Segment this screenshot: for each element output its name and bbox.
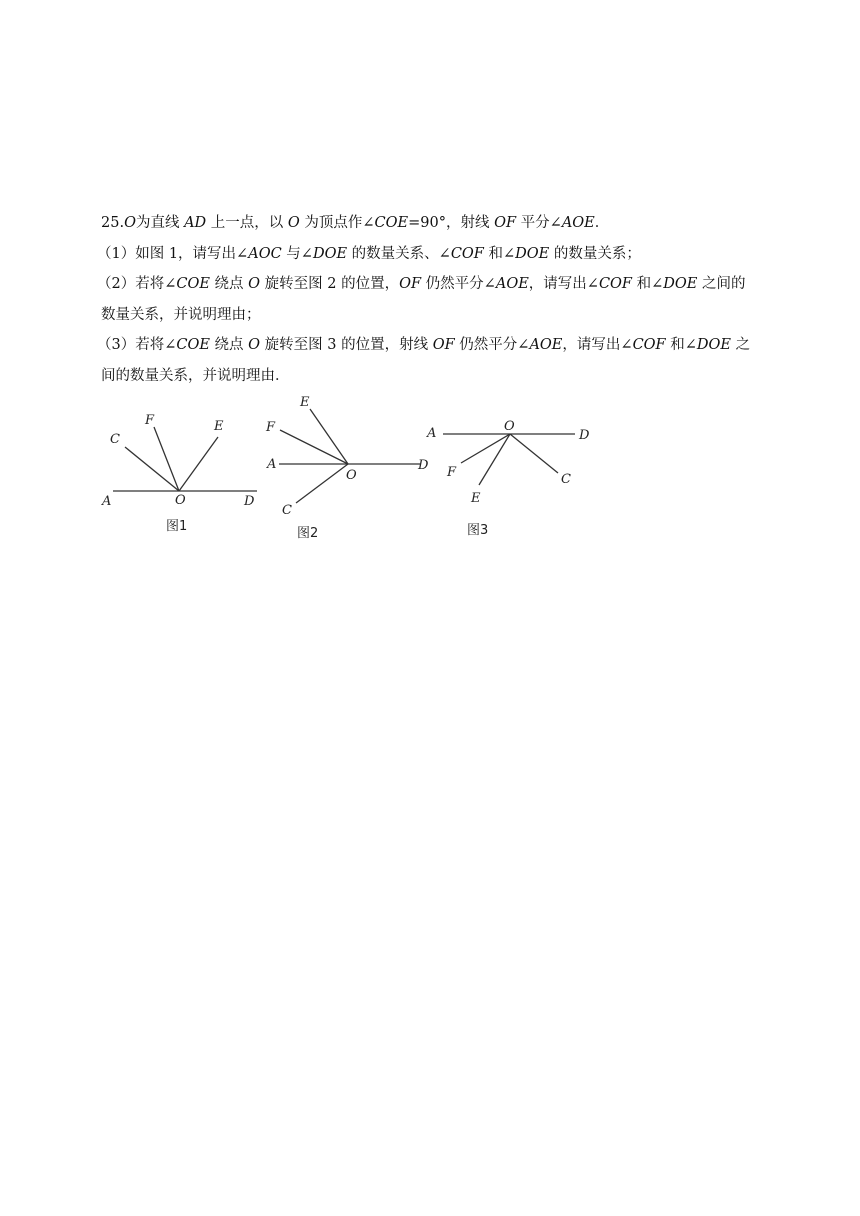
text-run: 绕点 [209,276,249,292]
figure-3-caption: 图3 [467,523,489,538]
text-run: 和∠ [632,276,664,292]
label-D: D [579,428,590,443]
math-symbol: AOE [529,337,563,353]
question-2-continued [101,300,763,331]
label-F: F [447,465,457,480]
ray-OF [280,430,348,464]
question-2 [97,269,763,300]
text-run: ，请写出∠ [562,337,633,353]
text-run: 之间的 [697,276,746,292]
figure-2 [260,390,430,550]
math-symbol: OF [399,276,422,292]
text-run: 之 [730,337,751,353]
label-A: A [102,494,112,509]
math-symbol: DOE [312,245,348,262]
math-symbol: COF [450,245,484,262]
text-run: 仍然平分∠ [454,337,530,353]
text-run: 平分∠ [516,215,562,231]
figure-3 [425,390,605,550]
text-run: 为顶点作∠ [299,215,375,231]
math-symbol: COE [374,215,409,231]
math-symbol: COF [598,276,632,292]
label-E: E [471,491,481,506]
label-C: C [110,432,120,447]
label-D: D [418,458,429,473]
math-symbol: DOE [663,276,698,292]
label-C: C [561,472,571,487]
text-run: 间的数量关系，并说明理由． [101,367,290,384]
math-symbol: DOE [696,337,731,353]
text-run: 与∠ [281,245,313,262]
text-run: （3）若将∠ [97,337,177,353]
math-symbol: OF [494,215,517,231]
math-symbol: AD [184,215,207,231]
text-run: =90°，射线 [408,215,495,231]
label-O: O [346,468,357,483]
text-run: 的数量关系、∠ [347,245,451,262]
text-run: 上一点，以 [206,215,288,231]
ray-OC [510,434,558,473]
figure-1-caption: 图1 [166,519,188,534]
text-run: （1）如图 1，请写出∠ [97,245,249,262]
math-symbol: COE [176,276,210,292]
math-symbol: DOE [515,245,550,262]
label-E: E [300,395,310,410]
label-A: A [427,426,437,441]
ray-OC [296,464,348,503]
text-run: ，请写出∠ [528,276,599,292]
figure-2-caption: 图2 [297,526,319,541]
math-symbol: O [124,215,136,231]
text-run: 和∠ [665,337,697,353]
label-D: D [244,494,255,509]
text-run: （2）若将∠ [97,276,177,292]
label-A: A [267,457,277,472]
ray-OE [310,409,348,464]
math-symbol: AOE [495,276,529,292]
question-3 [97,330,763,361]
label-O: O [504,419,515,434]
text-run: 旋转至图 2 的位置， [260,276,400,292]
label-C: C [282,503,292,518]
problem-text [97,208,763,391]
math-symbol: OF [432,337,455,353]
math-symbol: AOE [561,215,595,231]
question-3-continued [101,361,763,392]
ray-OE [479,434,510,485]
text-run: 数量关系，并说明理由； [101,306,261,323]
figure-1 [95,390,265,550]
label-O: O [175,493,186,508]
text-run: 仍然平分∠ [421,276,496,292]
math-symbol: O [248,337,261,353]
math-symbol: COF [632,337,666,353]
figures [95,390,615,550]
text-run: ． [594,215,610,231]
text-run: 和∠ [483,245,516,262]
math-symbol: O [248,276,261,292]
label-F: F [266,420,276,435]
label-F: F [145,413,155,428]
ray-OE [179,437,218,491]
text-run: 25. [101,215,125,231]
question-1 [97,239,763,270]
label-E: E [214,419,224,434]
text-run: 为直线 [135,215,185,231]
text-run: 绕点 [209,337,249,353]
ray-OF [461,434,510,463]
math-symbol: O [287,215,300,231]
math-symbol: COE [176,337,210,353]
problem-statement [101,208,763,239]
math-symbol: AOC [248,245,282,262]
text-run: 旋转至图 3 的位置，射线 [260,337,433,353]
text-run: 的数量关系； [549,245,641,262]
